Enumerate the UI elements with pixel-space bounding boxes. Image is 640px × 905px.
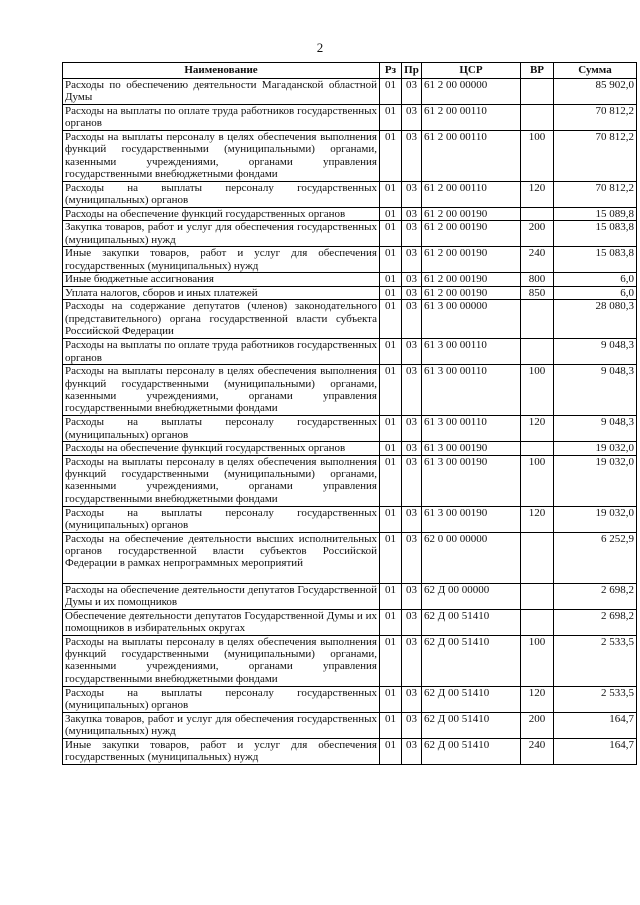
- row-pr: 03: [402, 416, 422, 442]
- row-rz: 01: [380, 131, 402, 182]
- table-row: [63, 609, 637, 635]
- table-row: [63, 208, 637, 221]
- row-sum: 6,0: [554, 273, 637, 286]
- row-csr: 61 2 00 00110: [422, 105, 521, 131]
- row-name: Расходы на выплаты персоналу в целях обеспечения выполнения функций государственными (муниципальными) органами, казенными учреждениями, органами управления государственными внебюджетными фондами: [63, 365, 380, 416]
- row-sum: 70 812,2: [554, 131, 637, 182]
- row-name: Иные бюджетные ассигнования: [63, 273, 380, 286]
- row-vr: 120: [521, 686, 554, 712]
- row-pr: 03: [402, 712, 422, 738]
- row-csr: 62 Д 00 51410: [422, 686, 521, 712]
- row-csr: 61 3 00 00110: [422, 365, 521, 416]
- row-sum: 2 533,5: [554, 686, 637, 712]
- row-name: Расходы на обеспечение функций государственных органов: [63, 208, 380, 221]
- row-rz: 01: [380, 738, 402, 764]
- row-name: Расходы на выплаты по оплате труда работников государственных органов: [63, 339, 380, 365]
- row-csr: 62 Д 00 51410: [422, 738, 521, 764]
- row-sum: 2 698,2: [554, 583, 637, 609]
- row-rz: 01: [380, 583, 402, 609]
- row-sum: 85 902,0: [554, 79, 637, 105]
- row-csr: 61 3 00 00190: [422, 455, 521, 506]
- row-sum: 70 812,2: [554, 105, 637, 131]
- row-name: Расходы на выплаты персоналу в целях обеспечения выполнения функций государственными (муниципальными) органами, казенными учреждениями, органами управления государственными внебюджетными фондами: [63, 131, 380, 182]
- row-sum: 19 032,0: [554, 442, 637, 455]
- row-sum: 6 252,9: [554, 532, 637, 583]
- row-csr: 61 2 00 00190: [422, 221, 521, 247]
- row-csr: 61 2 00 00190: [422, 286, 521, 299]
- row-csr: 61 2 00 00190: [422, 273, 521, 286]
- row-pr: 03: [402, 583, 422, 609]
- row-rz: 01: [380, 442, 402, 455]
- row-name: Иные закупки товаров, работ и услуг для обеспечения государственных (муниципальных) нужд: [63, 247, 380, 273]
- row-vr: [521, 105, 554, 131]
- row-pr: 03: [402, 182, 422, 208]
- row-pr: 03: [402, 365, 422, 416]
- row-csr: 61 3 00 00190: [422, 506, 521, 532]
- row-pr: 03: [402, 339, 422, 365]
- row-vr: 100: [521, 365, 554, 416]
- row-csr: 61 2 00 00110: [422, 182, 521, 208]
- row-sum: 15 083,8: [554, 247, 637, 273]
- row-rz: 01: [380, 609, 402, 635]
- row-csr: 61 3 00 00110: [422, 339, 521, 365]
- table-row: [63, 273, 637, 286]
- row-vr: [521, 339, 554, 365]
- row-rz: 01: [380, 506, 402, 532]
- row-rz: 01: [380, 339, 402, 365]
- row-csr: 62 Д 00 51410: [422, 609, 521, 635]
- row-vr: 200: [521, 712, 554, 738]
- row-pr: 03: [402, 247, 422, 273]
- row-pr: 03: [402, 273, 422, 286]
- table-row: [63, 339, 637, 365]
- row-pr: 03: [402, 286, 422, 299]
- row-pr: 03: [402, 738, 422, 764]
- row-vr: 800: [521, 273, 554, 286]
- header-rz: Рз: [380, 63, 402, 79]
- table-row: [63, 506, 637, 532]
- row-rz: 01: [380, 365, 402, 416]
- header-name: Наименование: [63, 63, 380, 79]
- row-pr: 03: [402, 686, 422, 712]
- row-pr: 03: [402, 635, 422, 686]
- row-rz: 01: [380, 635, 402, 686]
- table-row: [63, 738, 637, 764]
- row-sum: 28 080,3: [554, 300, 637, 339]
- row-vr: [521, 300, 554, 339]
- table-row: [63, 635, 637, 686]
- row-pr: 03: [402, 506, 422, 532]
- row-name: Расходы на обеспечение функций государственных органов: [63, 442, 380, 455]
- row-pr: 03: [402, 221, 422, 247]
- row-vr: 200: [521, 221, 554, 247]
- row-rz: 01: [380, 221, 402, 247]
- row-sum: 9 048,3: [554, 416, 637, 442]
- row-name: Расходы по обеспечению деятельности Магаданской областной Думы: [63, 79, 380, 105]
- row-vr: [521, 532, 554, 583]
- table-row: [63, 686, 637, 712]
- row-csr: 61 2 00 00190: [422, 208, 521, 221]
- row-name: Закупка товаров, работ и услуг для обеспечения государственных (муниципальных) нужд: [63, 712, 380, 738]
- row-pr: 03: [402, 442, 422, 455]
- row-csr: 61 2 00 00190: [422, 247, 521, 273]
- table-row: [63, 300, 637, 339]
- row-rz: 01: [380, 286, 402, 299]
- row-sum: 164,7: [554, 738, 637, 764]
- table-row: [63, 712, 637, 738]
- row-csr: 62 Д 00 00000: [422, 583, 521, 609]
- row-vr: [521, 442, 554, 455]
- row-rz: 01: [380, 416, 402, 442]
- row-name: Расходы на выплаты по оплате труда работников государственных органов: [63, 105, 380, 131]
- row-vr: 120: [521, 182, 554, 208]
- row-sum: 15 083,8: [554, 221, 637, 247]
- row-pr: 03: [402, 300, 422, 339]
- table-row: [63, 131, 637, 182]
- row-rz: 01: [380, 532, 402, 583]
- row-vr: 240: [521, 738, 554, 764]
- header-pr: Пр: [402, 63, 422, 79]
- row-name: Расходы на выплаты персоналу государственных (муниципальных) органов: [63, 416, 380, 442]
- row-csr: 62 Д 00 51410: [422, 635, 521, 686]
- table-row: [63, 182, 637, 208]
- row-csr: 62 0 00 00000: [422, 532, 521, 583]
- table-row: [63, 416, 637, 442]
- row-name: Расходы на обеспечение деятельности депутатов Государственной Думы и их помощников: [63, 583, 380, 609]
- row-pr: 03: [402, 609, 422, 635]
- row-vr: 120: [521, 506, 554, 532]
- row-csr: 61 3 00 00110: [422, 416, 521, 442]
- row-vr: [521, 208, 554, 221]
- header-csr: ЦСР: [422, 63, 521, 79]
- row-name: Уплата налогов, сборов и иных платежей: [63, 286, 380, 299]
- row-sum: 2 533,5: [554, 635, 637, 686]
- table-row: [63, 105, 637, 131]
- row-rz: 01: [380, 712, 402, 738]
- table-row: [63, 221, 637, 247]
- table-row: [63, 532, 637, 583]
- row-name: Расходы на выплаты персоналу государственных (муниципальных) органов: [63, 686, 380, 712]
- row-pr: 03: [402, 208, 422, 221]
- row-name: Расходы на выплаты персоналу государственных (муниципальных) органов: [63, 506, 380, 532]
- row-vr: [521, 609, 554, 635]
- row-sum: 164,7: [554, 712, 637, 738]
- row-pr: 03: [402, 455, 422, 506]
- row-sum: 19 032,0: [554, 506, 637, 532]
- row-vr: [521, 79, 554, 105]
- row-sum: 2 698,2: [554, 609, 637, 635]
- row-vr: 100: [521, 131, 554, 182]
- row-vr: 100: [521, 635, 554, 686]
- row-csr: 61 2 00 00110: [422, 131, 521, 182]
- table-row: [63, 365, 637, 416]
- row-name: Закупка товаров, работ и услуг для обеспечения государственных (муниципальных) нужд: [63, 221, 380, 247]
- row-name: Расходы на выплаты персоналу государственных (муниципальных) органов: [63, 182, 380, 208]
- table-row: [63, 455, 637, 506]
- row-sum: 15 089,8: [554, 208, 637, 221]
- row-rz: 01: [380, 273, 402, 286]
- row-name: Иные закупки товаров, работ и услуг для обеспечения государственных (муниципальных) нужд: [63, 738, 380, 764]
- row-vr: 100: [521, 455, 554, 506]
- row-vr: 850: [521, 286, 554, 299]
- row-csr: 61 3 00 00000: [422, 300, 521, 339]
- row-sum: 6,0: [554, 286, 637, 299]
- row-csr: 61 2 00 00000: [422, 79, 521, 105]
- row-sum: 9 048,3: [554, 339, 637, 365]
- row-sum: 19 032,0: [554, 455, 637, 506]
- row-name: Расходы на выплаты персоналу в целях обеспечения выполнения функций государственными (муниципальными) органами, казенными учреждениями, органами управления государственными внебюджетными фондами: [63, 635, 380, 686]
- row-vr: 240: [521, 247, 554, 273]
- row-vr: 120: [521, 416, 554, 442]
- budget-table: [62, 62, 637, 765]
- row-rz: 01: [380, 182, 402, 208]
- table-header-row: [63, 63, 637, 79]
- header-sum: Сумма: [554, 63, 637, 79]
- table-row: [63, 79, 637, 105]
- row-vr: [521, 583, 554, 609]
- table-row: [63, 442, 637, 455]
- row-name: Расходы на обеспечение деятельности высших исполнительных органов государственной власти субъектов Российской Федерации в рамках непрограммных мероприятий: [63, 532, 380, 583]
- table-row: [63, 583, 637, 609]
- row-rz: 01: [380, 208, 402, 221]
- row-sum: 9 048,3: [554, 365, 637, 416]
- row-pr: 03: [402, 532, 422, 583]
- row-name: Обеспечение деятельности депутатов Государственной Думы и их помощников в избирательных округах: [63, 609, 380, 635]
- row-rz: 01: [380, 300, 402, 339]
- row-rz: 01: [380, 105, 402, 131]
- row-name: Расходы на содержание депутатов (членов) законодательного (представительного) органа государственной власти субъекта Российской Федерации: [63, 300, 380, 339]
- page-number: 2: [316, 40, 324, 55]
- row-rz: 01: [380, 686, 402, 712]
- row-rz: 01: [380, 79, 402, 105]
- row-name: Расходы на выплаты персоналу в целях обеспечения выполнения функций государственными (муниципальными) органами, казенными учреждениями, органами управления государственными внебюджетными фондами: [63, 455, 380, 506]
- header-vr: ВР: [521, 63, 554, 79]
- row-rz: 01: [380, 455, 402, 506]
- row-rz: 01: [380, 247, 402, 273]
- row-pr: 03: [402, 131, 422, 182]
- table-row: [63, 286, 637, 299]
- row-csr: 62 Д 00 51410: [422, 712, 521, 738]
- row-sum: 70 812,2: [554, 182, 637, 208]
- row-csr: 61 3 00 00190: [422, 442, 521, 455]
- row-pr: 03: [402, 79, 422, 105]
- row-pr: 03: [402, 105, 422, 131]
- table-row: [63, 247, 637, 273]
